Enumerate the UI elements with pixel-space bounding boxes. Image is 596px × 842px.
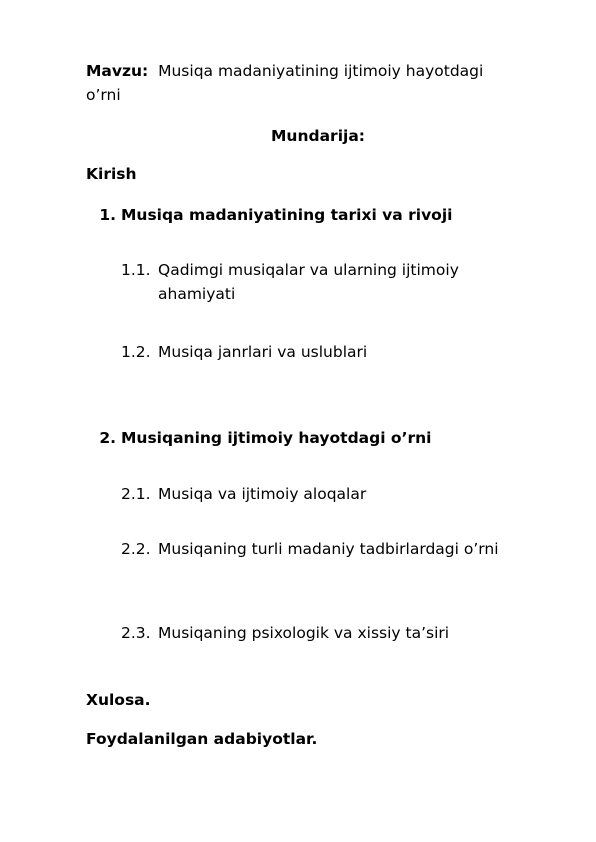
topic-text-line1: Musiqa madaniyatining ijtimoiy hayotdagi: [158, 62, 484, 80]
intro-heading: Kirish: [86, 165, 137, 183]
section-title: Musiqaning ijtimoiy hayotdagi o’rni: [121, 429, 432, 447]
subsection-number: 1.2.: [121, 343, 151, 361]
references-heading: Foydalanilgan adabiyotlar.: [86, 730, 318, 748]
subsection-title-line: Musiqaning turli madaniy tadbirlardagi o’rni: [158, 540, 499, 558]
subsection-title-line: ahamiyati: [158, 285, 236, 303]
subsection-number: 2.2.: [121, 540, 151, 558]
section-number: 2.: [99, 429, 116, 447]
subsection-number: 1.1.: [121, 261, 151, 279]
subsection-title-line: Musiqaning psixologik va xissiy ta’siri: [158, 624, 450, 642]
topic-line: [86, 60, 483, 83]
section-title: Musiqa madaniyatining tarixi va rivoji: [121, 206, 453, 224]
topic-label: Mavzu:: [86, 62, 149, 80]
section-number: 1.: [99, 206, 116, 224]
topic-text-line2: o’rni: [86, 86, 121, 104]
subsection-title-line: Musiqa va ijtimoiy aloqalar: [158, 485, 367, 503]
contents-title: Mundarija:: [271, 127, 365, 145]
conclusion-heading: Xulosa.: [86, 691, 151, 709]
subsection-title-line: Qadimgi musiqalar va ularning ijtimoiy: [158, 261, 459, 279]
subsection-title-line: Musiqa janrlari va uslublari: [158, 343, 368, 361]
subsection-number: 2.1.: [121, 485, 151, 503]
subsection-number: 2.3.: [121, 624, 151, 642]
